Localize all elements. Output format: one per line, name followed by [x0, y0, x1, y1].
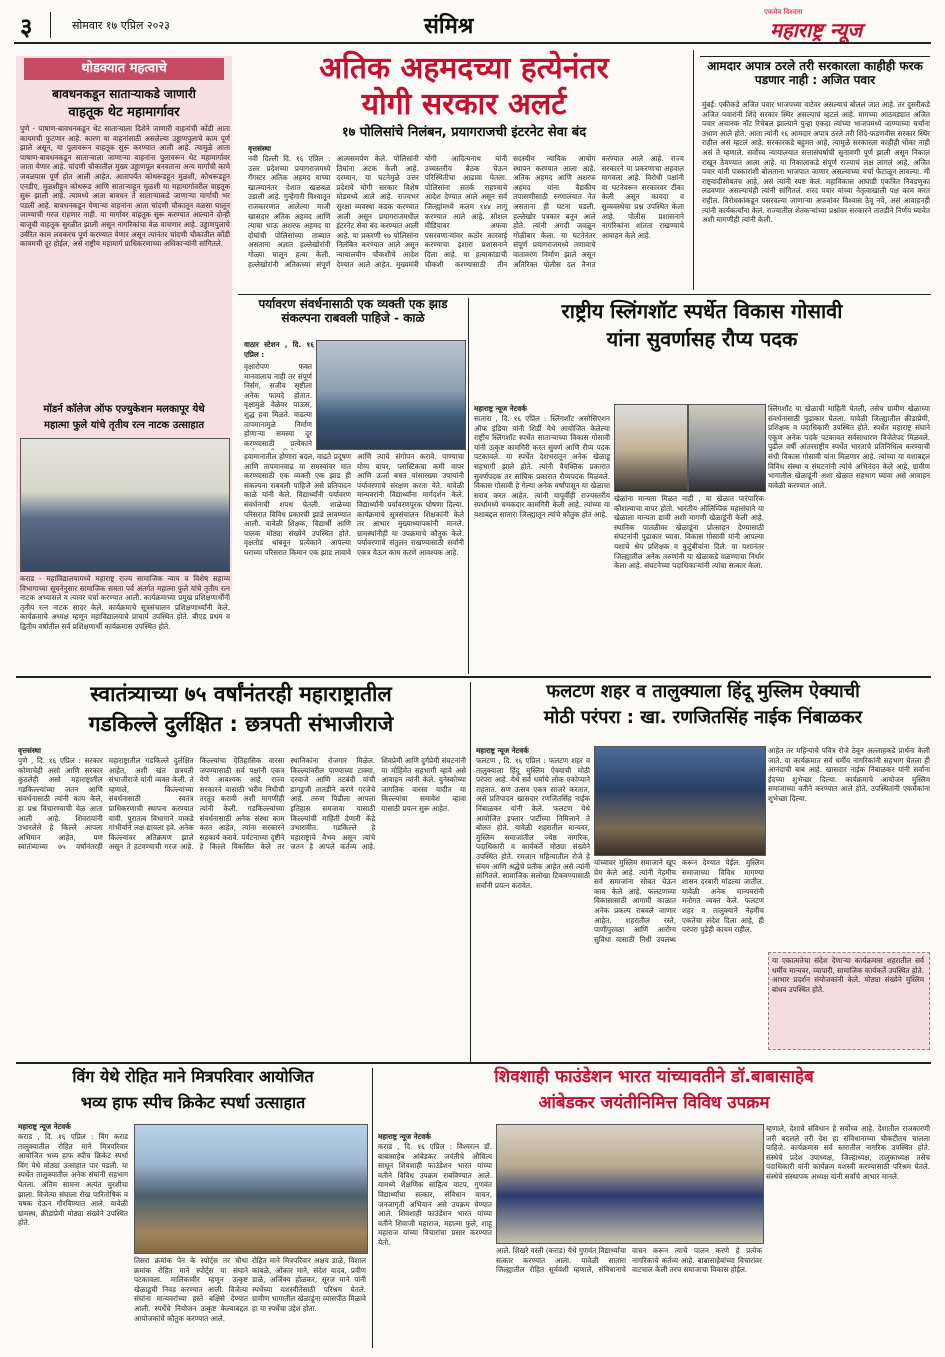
cricket-byline: महाराष्ट्र न्यूज नेटवर्क	[18, 1122, 71, 1131]
briefs-heading: थोडक्यात महत्वाचे	[24, 58, 224, 80]
sling-photo-2	[688, 404, 766, 492]
sling-headline-1: राष्ट्रीय स्लिंगशॉट स्पर्धेत विकास गोसावी	[561, 299, 843, 323]
page-number: ३	[20, 13, 33, 41]
sling-body-left: सातारा , दि. १६ एप्रिल : स्लिंगशॉट असोसिएशन ऑफ इंडिया यांनी शिर्डी येथे आयोजित केलेल्या राष्ट्रीय स्लिंगशॉट स्पर्धेत साताऱ्याच्या विकास गोसावी यांनी उत्कृष्ट कामगिरी करत सुवर्ण आणि रौप्य पदक पटकावले. या स्पर्धेत देशभरातून अनेक खेळाडू सहभागी झाले होते. त्यांनी वैयक्तिक प्रकारात सुवर्णपदक तर सांघिक प्रकारात रौप्यपदक मिळवले. विकास गोसावी हे गेल्या अनेक वर्षांपासून या खेळाचा सराव करत आहेत. त्यांनी यापूर्वीही राज्यस्तरीय स्पर्धांमध्ये चमकदार कामगिरी केली आहे. त्यांच्या या यशाबद्दल सातारा जिल्ह्यातून त्यांचे कौतुक होत आहे.	[474, 414, 610, 519]
vertical-rule-4	[372, 1068, 373, 1348]
env-byline: वाठार स्टेशन , दि. १६ एप्रिल :	[244, 340, 314, 359]
phaltan-body-left: फलटण , दि. १६ एप्रिल : फलटण शहर व तालुक्याला हिंदू मुस्लिम ऐक्याची मोठी परंपरा आहे. येथे सर्व धर्मांचे लोक एकोप्याने राहतात. सण उत्सव एकत्र साजरे करतात, असे प्रतिपादन खासदार रणजितसिंह नाईक निंबाळकर यांनी केले. फलटण येथे आयोजित इफ्तार पार्टीच्या निमित्ताने ते बोलत होते. यावेळी शहरातील मान्यवर, मुस्लिम समाजातील ज्येष्ठ नागरिक, पदाधिकारी व कार्यकर्ते मोठ्या संख्येने उपस्थित होते. रमजान महिन्यातील रोजे हे संयम आणि श्रद्धेचे प्रतीक आहेत असे त्यांनी सांगितले. सामाजिक सलोखा टिकवण्यासाठी सर्वांनी प्रयत्न करावेत.	[476, 756, 590, 890]
brief2-photo	[20, 438, 230, 572]
ambedkar-body-right: म्हणाले, देशाचे संविधान हे सर्वोच्च आहे. देशातील राजकारणी जरी बदलले तरी देश हा संविधानाच्या चौकटीतच चालला पाहिजे. कार्यक्रमास सर्व स्तरातील नागरिक उपस्थित होते. संस्थेचे प्रदेश उपाध्यक्ष, जिल्हाध्यक्ष, तालुकाध्यक्ष तसेच पदाधिकारी यांनी कार्यक्रम यशस्वी करण्यासाठी परिश्रम घेतले. संस्थेचे संस्थापक अध्यक्ष यांनी सर्वांचे आभार मानले.	[766, 1124, 930, 1181]
ambedkar-photo	[496, 1124, 764, 1244]
sling-headline-2: यांना सुवर्णासह रौप्य पदक	[606, 327, 798, 351]
section-rule-2	[16, 676, 931, 678]
phaltan-box-text: या एकात्मतेचा संदेश देणाऱ्या कार्यक्रमास शहरातील सर्व धर्मीय मान्यवर, व्यापारी, सामाजिक कार्यकर्ते उपस्थित होते. आभार प्रदर्शन संयोजकांनी केले. मोठ्या संख्येने मुस्लिम बांधव उपस्थित होते.	[772, 956, 924, 994]
lead-body: नवी दिल्ली दि. १६ एप्रिल : उत्तर प्रदेशच्या प्रयागराजमध्ये गँगस्टर अतिक अहमद याच्या खात्म्यानंतर देशात खळबळ उडाली आहे. गुन्हेगारी विश्वातून राजकारणात आलेल्या माजी खासदार अतिक अहमद आणि त्याचा भाऊ अशरफ अहमद या दोघांची पोलिसांच्या ताब्यात असताना अज्ञात हल्लेखोरांनी गोळ्या घालून हत्या केली. हल्लेखोरांनी अतिकच्या संपूर्ण आत्मसमर्पण केले. पोलिसांनी तिघांना अटक केली आहे. दरम्यान, या घटनेमुळे उत्तर प्रदेशचे योगी सरकार विशेष मोडमध्ये आले आहे. राज्यभर सुरक्षा व्यवस्था कडक करण्यात आली असून प्रयागराजमधील इंटरनेट सेवा बंद करण्यात आली आहे. या प्रकरणी १७ पोलिसांना निलंबित करण्यात आले असून न्यायालयीन चौकशीचे आदेश देण्यात आले आहेत. मुख्यमंत्री योगी आदित्यनाथ यांनी उच्चस्तरीय बैठक घेऊन परिस्थितीचा आढावा घेतला. पोलिसांना सतर्क राहण्याचे आदेश देण्यात आले असून सर्व जिल्ह्यांमध्ये कलम १४४ लागू करण्यात आले आहे. सोशल मीडियावर अफवा पसरवणाऱ्यांवर कठोर कारवाई करण्याचा इशारा प्रशासनाने दिला आहे. या हत्याकांडाची चौकशी करण्यासाठी तीन सदस्यीय न्यायिक आयोग स्थापन करण्यात आला आहे. अतिक अहमद आणि अशरफ अहमद यांना वैद्यकीय तपासणीसाठी रुग्णालयात नेत असताना ही घटना घडली. हल्लेखोर पत्रकार बनून आले होते. त्यांनी अगदी जवळून गोळीबार केला. या घटनेनंतर संपूर्ण प्रयागराजमध्ये तणावाचे वातावरण निर्माण झाले असून अतिरिक्त पोलीस दल तैनात करण्यात आले आहे. राज्य सरकारने या प्रकरणाचा अहवाल मागवला आहे. विरोधी पक्षांनी या घटनेवरून सरकारवर टीका केली असून कायदा व सुव्यवस्थेचा प्रश्न उपस्थित केला आहे. पोलीस प्रशासनाने नागरिकांना शांतता राखण्याचे आवाहन केले आहे.	[248, 154, 684, 269]
phaltan-body-right: आहेत तर महिन्याचे पवित्र रोजे ठेवून अल्लाहकडे प्रार्थना केली जाते. या कार्यक्रमात सर्व धर्मीय नागरिकांनी सहभाग घेतला ही आनंदाची बाब आहे. खासदार नाईक निंबाळकर यांनी सर्वांना ईदच्या शुभेच्छा दिल्या. कार्यक्रमाचे आयोजन मुस्लिम समाजाच्या वतीने करण्यात आले होते. उपस्थितांनी एकमेकांना शुभेच्छा दिल्या.	[768, 746, 930, 803]
pawar-headline: आमदार अपात्र ठरले तरी सरकारला काहीही फरक पडणार नाही : अजित पवार	[707, 59, 923, 87]
sling-photo-1	[614, 404, 688, 492]
section-rule-1	[238, 294, 931, 295]
phaltan-photo	[594, 746, 766, 856]
header-rule	[14, 42, 931, 44]
section-rule-3	[16, 1062, 931, 1064]
lead-byline: वृत्तसंस्था	[248, 144, 271, 153]
cricket-body-left: कराड , दि. १६ एप्रिल : विंग कराड तालुक्यातील रोहित माने मित्रपरिवार आयोजित भव्य हाफ स्पीच क्रिकेट स्पर्धा विंग येथे मोठ्या उत्साहात पार पडली. या स्पर्धेत तालुक्यातील अनेक संघांनी सहभाग घेतला. अंतिम सामना अत्यंत चुरशीचा झाला. विजेत्या संघाला रोख पारितोषिक व चषक देऊन गौरविण्यात आले. यावेळी ग्रामस्थ, क्रीडाप्रेमी मोठ्या संख्येने उपस्थित होते.	[18, 1132, 128, 1228]
brief1-title: बावधनकडून साताऱ्याकडे जाणारी	[52, 87, 196, 101]
pawar-body: मुंबई: एकीकडे अजित पवार भाजपच्या वाटेवर असल्याचं बोललं जात आहे. तर दुसरीकडे अजित पवारांनी शिंदे सरकार स्थिर असल्याचं म्हटलं आहे. मागच्या आठवड्यात अजित पवार अचानक नॉट रिचेबल झाल्याने पुन्हा एकदा त्यांच्या भाजपमध्ये जाण्याच्या चर्चांना उधाण आले होते. आता त्यांनी १६ आमदार अपात्र ठरले तरी शिंदे-फडणवीस सरकार स्थिर राहील असं म्हटलं आहे. सरकारकडे बहुमत आहे, त्यामुळे सरकारला काहीही धोका नाही असं ते म्हणाले. सर्वोच्च न्यायालयात सत्तासंघर्षाची सुनावणी पूर्ण झाली असून निकाल राखून ठेवण्यात आला आहे. या निकालाकडे संपूर्ण राज्याचं लक्ष लागलं आहे. अजित पवार यांनी पत्रकारांशी बोलताना भाजपात जाणार असल्याच्या चर्चा फेटाळून लावल्या. मी राष्ट्रवादीसोबतच आहे, असं त्यांनी स्पष्ट केलं. महाविकास आघाडी एकत्रित निवडणुका लढवणार असल्याचंही त्यांनी सांगितलं. शरद पवार यांच्या नेतृत्वाखाली पक्ष काम करत राहील. विरोधकांकडून पसरवल्या जाणाऱ्या अफवांवर विश्वास ठेवू नये, असं आवाहनही त्यांनी कार्यकर्त्यांना केलं. राज्यातील शेतकऱ्यांच्या प्रश्नांवर सरकारने तातडीने निर्णय घ्यावेत अशी मागणीही त्यांनी केली.	[702, 100, 930, 225]
fort-headline-2: गडकिल्ले दुर्लक्षित : छत्रपती संभाजीराजे	[88, 712, 394, 736]
vertical-rule-2	[468, 298, 469, 674]
phaltan-byline: महाराष्ट्र न्यूज नेटवर्क	[476, 746, 529, 755]
env-headline: पर्यावरण संवर्धनासाठी एक व्यक्ती एक झाड संकल्पना राबवली पाहिजे - काळे	[258, 297, 448, 325]
fort-headline-1: स्वातंत्र्याच्या ७५ वर्षांनंतरही महाराष्ट्रातील	[90, 682, 392, 706]
cricket-headline-2: भव्य हाफ स्पीच क्रिकेट स्पर्धा उत्साहात	[80, 1093, 306, 1112]
ambedkar-headline-1: शिवशाही फाउंडेशन भारत यांच्यावतीने डॉ.बाबासाहेब	[494, 1067, 814, 1087]
brief2-title: मॉडर्न कॉलेज ऑफ एज्युकेशन मलकापूर येथे	[43, 404, 205, 415]
lead-subhead: १७ पोलिसांचे निलंबन, प्रयागराजची इंटरनेट सेवा बंद	[341, 125, 587, 140]
cricket-body-bottom: तिसरा क्रमांक पेन के स्पोर्ट्स तर चौथा क्रमांक रोहित माने स्पोर्ट्स या संघाने पटकावला. मालिकावीर म्हणून उत्कृष्ट खेळाडूची निवड करण्यात आली. विजेत्या संघांना मान्यवरांच्या हस्ते बक्षिसे देण्यात आली. स्पर्धेचे नियोजन उत्कृष्ट केल्याबद्दल आयोजकांचे कौतुक करण्यात आले.	[134, 1256, 248, 1323]
phaltan-headline-1: फलटण शहर व तालुक्याला हिंदू मुस्लिम ऐक्याची	[546, 681, 860, 702]
brand-logo: महाराष्ट्र न्यूज	[770, 18, 863, 42]
sling-body-mid: खेळांना मान्यता मिळत नाही , या खेळात पारंपारिक कौशल्याचा वापर होतो. भारतीय ऑलिम्पिक महासंघाने या खेळाला मान्यता द्यावी अशी मागणी खेळाडूंनी केली आहे. स्थानिक पातळीवर खेळाडूंना प्रोत्साहन देण्यासाठी संघटनांनी पुढाकार घ्यावा. विकास गोसावी यांनी आपल्या यशाचे श्रेय प्रशिक्षक व कुटुंबीयांना दिले. या यशानंतर जिल्ह्यातील अनेक तरुणांनी या खेळाकडे वळण्याचा निर्धार केला आहे. संघटनेच्या पदाधिकाऱ्यांनी त्यांचा सत्कार केला.	[614, 494, 764, 571]
cricket-body-right: रोहित माने मित्रपरिवार अक्षय डाळे, विशाल कांबळे, ओंकार माने, संदेश यादव, प्रवीण डाळे, अजिंक्य होळकर, सूरज माने यांनी स्पर्धेच्या यशस्वीतेसाठी परिश्रम घेतले. ग्रामीण भागातील खेळाडूंना व्यासपीठ मिळावे हा या स्पर्धेचा उद्देश होता.	[252, 1256, 366, 1313]
ambedkar-body-mid: आले. शिखरे वस्ती (कराड) येथे गुणवंत विद्यार्थ्यांचा सत्कार करण्यात आला. यावेळी सातारा जिल्ह्यातील रोहित सूर्यवंशी म्हणाले, संविधानाचे वाचन करून त्याचे पालन करणे हे प्रत्येक नागरिकाचे कर्तव्य आहे. बाबासाहेबांच्या विचारांवर वाटचाल केली तरच समाजाचा विकास होईल.	[496, 1246, 762, 1275]
env-body-top: वृक्षारोपण फक्त मानवालाच नाही तर संपूर्ण निर्सग, सजीव सृष्टीला अनेक फायदे होतात. वृक्षामुळे वेळेवर पाऊस, शुद्ध हवा मिळते. वाढत्या तापमानामुळे निर्माण होणाऱ्या समस्या दूर करण्यासाठी प्रत्येकाने	[244, 362, 312, 448]
brief1-subtitle: वाहतूक थेट महामार्गावर	[68, 105, 180, 120]
sling-byline: महाराष्ट्र न्यूज नेटवर्क	[474, 404, 527, 413]
vertical-rule-1	[693, 50, 694, 290]
brand-tagline: एकमेव विश्वास	[764, 8, 803, 16]
fort-body: पुणे , दि. १६ एप्रिल : सरकार कोणाचेही असो आणि सरकार कुठलेही असो महाराष्ट्रातील गडकिल्ल्यांच्या जतन आणि संवर्धनासाठी त्यांनी काय केले, हा प्रश्न विचारण्याची वेळ आता आली आहे. शिवरायांनी उभारलेले हे किल्ले आपला अभिमान आहेत, पण स्वातंत्र्याच्या ७५ वर्षांनंतरही महाराष्ट्रातील गडकिल्ले दुर्लक्षित आहेत, अशी खंत छत्रपती संभाजीराजे यांनी व्यक्त केली. ते म्हणाले, किल्ल्यांच्या संवर्धनासाठी स्वतंत्र प्राधिकरणाची स्थापना करण्यात यावी. पुरातत्व विभागाने याकडे गांभीर्याने लक्ष द्यायला हवे. अनेक किल्ल्यांवर अतिक्रमण झाले असून ते हटवण्याची गरज आहे. किल्ल्यांचा ऐतिहासिक वारसा जपण्यासाठी सर्व पक्षांनी एकत्र येणे आवश्यक आहे. राज्य सरकारने यासाठी भरीव निधीची तरतूद करावी अशी मागणीही त्यांनी केली. गडकिल्ल्यांच्या संवर्धनासाठी अनेक संस्था काम करत आहेत, त्यांना सरकारने सहकार्य करावे. पर्यटनाच्या दृष्टीने हे किल्ले विकसित केले तर स्थानिकांना रोजगार मिळेल. किल्ल्यांवरील पाण्याच्या टाक्या, दरवाजे आणि तटबंदी यांची डागडुजी तातडीने करणे गरजेचे आहे. तरुण पिढीला आपला इतिहास समजावा यासाठी किल्ल्यांची माहिती देणारी केंद्रे उभारावीत. गडकिल्ले हे महाराष्ट्राचे वैभव असून त्यांचे जतन हे आपले कर्तव्य आहे. शिवप्रेमी आणि दुर्गप्रेमी संघटनांनी या मोहिमेत सहभागी व्हावे असे आवाहन त्यांनी केले. युनेस्कोच्या जागतिक वारसा यादीत या किल्ल्यांचा समावेश व्हावा यासाठी प्रयत्न सुरू आहेत.	[18, 756, 466, 852]
brief2-subtitle: महात्मा फुले यांचे तृतीय रत्न नाटक उत्साहात	[43, 420, 205, 431]
ambedkar-headline-2: आंबेडकर जयंतीनिमित्त विविध उपक्रम	[538, 1093, 770, 1113]
cricket-photo	[134, 1124, 368, 1254]
ambedkar-body-left: कराड , दि. १६ एप्रिल : विश्वरत्न डॉ. बाबासाहेब आंबेडकर जयंतीचे औचित्य साधून शिवशाही फाउंडेशन भारत यांच्या वतीने विविध उपक्रम राबविण्यात आले. यामध्ये शैक्षणिक साहित्य वाटप, गुणवंत विद्यार्थ्यांचा सत्कार, संविधान वाचन, जनजागृती अभियान असे उपक्रम घेण्यात आले. शिवशाही फाउंडेशन भारत यांच्या वतीने शिवाजी महाराज, महात्मा फुले, शाहू महाराज यांच्या विचारांचा प्रसार करण्यात येतो.	[378, 1142, 492, 1247]
lead-headline-1: अतिक अहमदच्या हत्येनंतर	[319, 51, 609, 86]
pawar-top-rule	[700, 56, 930, 57]
ambedkar-byline: महाराष्ट्र न्यूज नेटवर्क	[378, 1132, 431, 1141]
env-body: हवामानातील होणारा बदल, वाढते प्रदूषण आणि तापमानवाढ या समस्यांवर मात करण्यासाठी एक व्यक्ती एक झाड ही संकल्पना राबवली पाहिजे असे प्रतिपादन काळे यांनी केले. विद्यार्थ्यांनी पर्यावरण संवर्धनाची शपथ घेतली. शाळेच्या परिसरात विविध प्रकारची झाडे लावण्यात आली. यावेळी शिक्षक, विद्यार्थी आणि पालक मोठ्या संख्येने उपस्थित होते. वृक्षतोड थांबवून प्रत्येकाने आपल्या घराच्या परिसरात किमान एक झाड लावावे आणि त्याचे संगोपन करावे. पाण्याचा योग्य वापर, प्लास्टिकचा कमी वापर आणि ऊर्जा बचत यांसारख्या उपायांनी पर्यावरणाचे संरक्षण करता येते. यावेळी मान्यवरांनी विद्यार्थ्यांना मार्गदर्शन केले. विद्यार्थ्यांनी पर्यावरणपूरक घोषणा दिल्या. कार्यक्रमाचे सूत्रसंचालन शिक्षकांनी केले तर आभार मुख्याध्यापकांनी मानले. ग्रामस्थांनीही या उपक्रमाचे कौतुक केले. पर्यावरणाचे संतुलन राखण्यासाठी सर्वांनी एकत्र येऊन काम करणे आवश्यक आहे.	[244, 452, 464, 557]
phaltan-body-mid: यांच्यावर मुस्लिम समाजाने खूप प्रेम केले आहे. त्यांनी नेहमीच सर्व समाजांना सोबत घेऊन काम केले आहे. फलटणच्या विकासासाठी आगामी काळात अनेक प्रकल्प राबवले जाणार आहेत. शहरातील रस्ते, पाणीपुरवठा आणि आरोग्य सुविधा यासाठी निधी उपलब्ध करून देण्यात येईल. मुस्लिम समाजाच्या विविध मागण्या शासन दरबारी मांडल्या जातील. यावेळी अनेक मान्यवरांनी मनोगत व्यक्त केले. फलटण शहर व तालुक्याने नेहमीच एकतेचा संदेश दिला आहे, ही परंपरा पुढेही कायम राहील.	[594, 858, 764, 944]
vertical-rule-3	[470, 682, 471, 1062]
brief1-body: पुणे - पाषाण-बावधनकडून थेट साताऱ्याला दिशेने जाणारी वाहनांची कोंडी आता कायमची फुटणार आहे. कारण या वाहनांसाठी असलेल्या उड्डाणपुलाचे काम पूर्ण झाले असून, या पुलावरून वाहतूक सुरू करण्यात आली आहे. त्यामुळे आता पाषाण-बावधनकडून साताऱ्याला जाणाऱ्या वाहनांना पुलावरून थेट महामार्गावर जाता येणार आहे. चांदणी चौकातील मुख्य उड्डाणपूल बनवताना अन्य मार्गांची कामे जवळपास पूर्ण होत आली आहेत. आतापर्यंत कोथरूडहून मुळशी, कोथरूडहून एनडीए, मुळशीहून कोथरूड आणि साताऱ्याहून मुळशी या महामार्गावरील वाहतूक सुरू झाली आहे. त्यामध्ये आता बावधन ते साताऱ्याकडे जाणाऱ्या मार्गाची भर पडली आहे. बावधनकडून येणाऱ्या वाहनांना आता चांदणी चौकातून वळसा घालून जाण्याची गरज राहणार नाही. या मार्गावर वाहतूक सुरू करण्यात आल्याने दोन्ही बाजूची वाहतूक सुरळीत झाली असून नागरिकांचा वेळ वाचणार आहे. उड्डाणपुलाचे उर्वरित काम लवकरच पूर्ण करण्यात येणार असून त्यानंतर चांदणी चौकातील कोंडी कायमची दूर होईल, असे राष्ट्रीय महामार्ग प्राधिकरणाच्या अधिकाऱ्यांनी सांगितले.	[20, 124, 230, 249]
section-title: संमिश्र	[424, 14, 474, 39]
header-date: सोमवार १७ एप्रिल २०२३	[72, 19, 170, 32]
lead-headline-2: योगी सरकार अलर्ट	[361, 87, 567, 122]
brief2-body: कराड - महाविद्यालयामध्ये महाराष्ट्र राज्य सामाजिक न्याय व विशेष सहाय्य विभागाच्या सूचनेनुसार सामाजिक समता पर्व अंतर्गत महात्मा फुले यांचे तृतीय रत्न नाटक अभ्यासले व त्यावर चर्चा करण्यात आली. कार्यक्रमाच्या प्रमुख प्रशिक्षणार्थींनी तृतीय रत्न नाटक सादर केले. कार्यक्रमाचे सूत्रसंचालन प्रशिक्षणार्थ्यांनी केले. कार्यक्रमाचे अध्यक्ष म्हणून महाविद्यालयाचे प्राचार्य उपस्थित होते. बीएड प्रथम व द्वितीय वर्षातील सर्व प्रशिक्षणार्थी कार्यक्रमास उपस्थित होते.	[20, 574, 230, 631]
phaltan-headline-2: मोठी परंपरा : खा. रणजितसिंह नाईक निंबाळकर	[543, 707, 863, 728]
header-divider	[50, 12, 51, 38]
sling-body-right: स्लिंगशॉट या खेळाची माहिती घेतली, तसेच ग्रामीण खेळाच्या संवर्धनासाठी पुढाकार घेतला. यावेळी जिल्ह्यातील क्रीडाप्रेमी, प्रशिक्षक व पदाधिकारी उपस्थित होते. स्पर्धेत महाराष्ट्र संघाने एकूण अनेक पदके पटकावत सर्वसाधारण विजेतेपद मिळवले. पुढील वर्षी आंतरराष्ट्रीय स्पर्धेत भारताचे प्रतिनिधित्व करण्याची संधी विकास गोसावी यांना मिळणार आहे. त्यांच्या या यशाबद्दल विविध संस्था व संघटनांनी त्यांचे अभिनंदन केले आहे. ग्रामीण भागातील खेळाडूंनी अशा खेळात सहभाग घ्यावा असे आवाहन यावेळी करण्यात आले.	[768, 404, 930, 490]
cricket-headline-1: विंग येथे रोहित माने मित्रपरिवार आयोजित	[72, 1067, 314, 1086]
env-photo	[316, 340, 466, 450]
fort-byline: वृत्तसंस्था	[18, 746, 41, 755]
header	[14, 8, 931, 42]
